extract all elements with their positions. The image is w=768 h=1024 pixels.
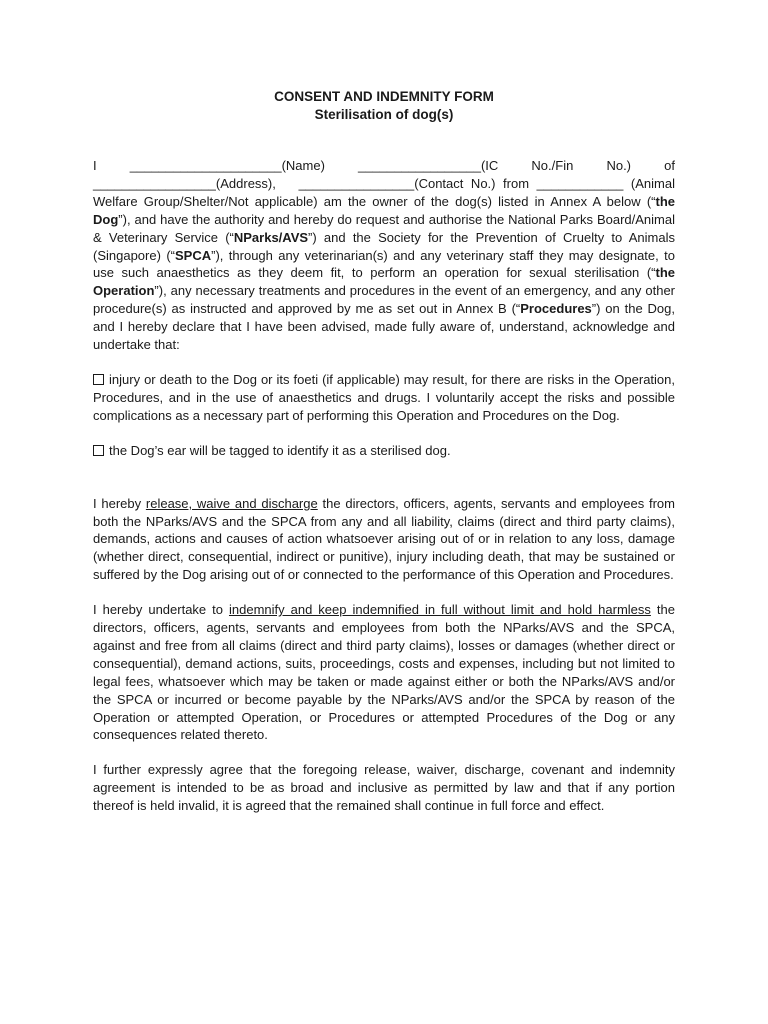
- ic-field: _________________(IC: [358, 158, 499, 173]
- contact-field: ________________(Contact No.) from ____________ (Animal Welfare Group/Shelter/Not applicable) am the owner of the dog(s) listed in Annex A below (“: [93, 175, 675, 209]
- indemnity-prefix: I hereby undertake to: [93, 602, 229, 618]
- form-subtitle: Sterilisation of dog(s): [314, 107, 454, 122]
- intro-paragraph: [93, 157, 675, 354]
- intro-first-line: [93, 157, 675, 175]
- term-spca: SPCA: [175, 247, 212, 263]
- release-text: the directors, officers, agents, servants and employees from both the NParks/AVS and the SPCA from any and all liability, claims (direct and third party claims), demands, actions and causes of action whatsoever arising out of or in relation to any loss, damage (whether direct, consequential, indirect or punitive), injury including death, that may be sustained or suffered by the Dog arising out of or connected to the performance of this Operation and Procedures.: [93, 495, 675, 583]
- intro-text-6: ”) on the Dog, and I hereby declare that I have been advised, made fully aware of, understand, acknowledge and undertake that:: [93, 301, 675, 353]
- agreement-paragraph: I further expressly agree that the foregoing release, waiver, discharge, covenant and indemnity agreement is intended to be as broad and inclusive as permitted by law and that if any portion thereof is held invalid, it is agreed that the remained shall continue in full force and effect.: [93, 762, 675, 814]
- indemnity-text: the directors, officers, agents, servants and employees from both the NParks/AVS and the SPCA, against and free from all claims (direct and third party claims), losses or damages (whether direct or consequential), demand actions, suits, proceedings, costs and expenses, including but not limited to legal fees, whatsoever which may be taken or made against either or both the NParks/AVS and/or the SPCA or incurred or become payable by the NParks/AVS and/or the SPCA by reason of the Operation or attempted Operation, or Procedures or attempted Procedures of the Dog or any consequences related thereto.: [93, 602, 675, 743]
- checkbox-icon[interactable]: [93, 445, 104, 456]
- checkbox-icon[interactable]: [93, 374, 104, 385]
- intro-text-5: ”), any necessary treatments and procedures in the event of an emergency, and any other procedure(s) as instructed and approved by me as set out in Annex B (“: [93, 283, 675, 317]
- pronoun-i: I: [93, 158, 97, 173]
- checkbox-item-ear-tag: [93, 442, 675, 460]
- form-title: CONSENT AND INDEMNITY FORM: [274, 89, 494, 104]
- term-operation: the Operation: [93, 265, 675, 299]
- no-fin-label: No./Fin: [531, 158, 574, 173]
- release-underlined: release, waive and discharge: [145, 495, 318, 511]
- indemnity-underlined: indemnify and keep indemnified in full without limit and hold harmless: [228, 602, 651, 618]
- intro-body: [93, 175, 675, 354]
- address-field: _________________(Address),: [93, 175, 276, 191]
- intro-text-2: ”), and have the authority and hereby do request and authorise the National Parks Board/Animal & Veterinary Service (“: [93, 211, 675, 245]
- document-content: [93, 88, 675, 815]
- release-paragraph: [93, 495, 675, 585]
- term-nparks: NParks/AVS: [233, 229, 309, 245]
- indemnity-paragraph: [93, 601, 675, 744]
- checkbox-label: the Dog’s ear will be tagged to identify it as a sterilised dog.: [109, 442, 451, 458]
- checkbox-label: injury or death to the Dog or its foeti (if applicable) may result, for there are risks in the Operation, Procedures, and in the use of anaesthetics and drugs. I voluntarily accept the risks and possible complications as a necessary part of performing this Operation and Procedures on the Dog.: [93, 371, 675, 423]
- intro-text-3: ”) and the Society for the Prevention of Cruelty to Animals (Singapore) (“: [93, 229, 675, 263]
- intro-text-4: ”), through any veterinarian(s) and any veterinary staff they may designate, to use such anaesthetics as they deem fit, to perform an operation for sexual sterilisation (“: [93, 247, 675, 281]
- release-prefix: I hereby: [93, 495, 146, 511]
- no-label: No.): [606, 158, 632, 173]
- term-procedures: Procedures: [520, 301, 592, 317]
- checkbox-item-risks: [93, 371, 675, 425]
- term-the-dog: the Dog: [93, 193, 675, 227]
- of-label: of: [664, 158, 675, 173]
- name-field: _____________________(Name): [129, 158, 325, 173]
